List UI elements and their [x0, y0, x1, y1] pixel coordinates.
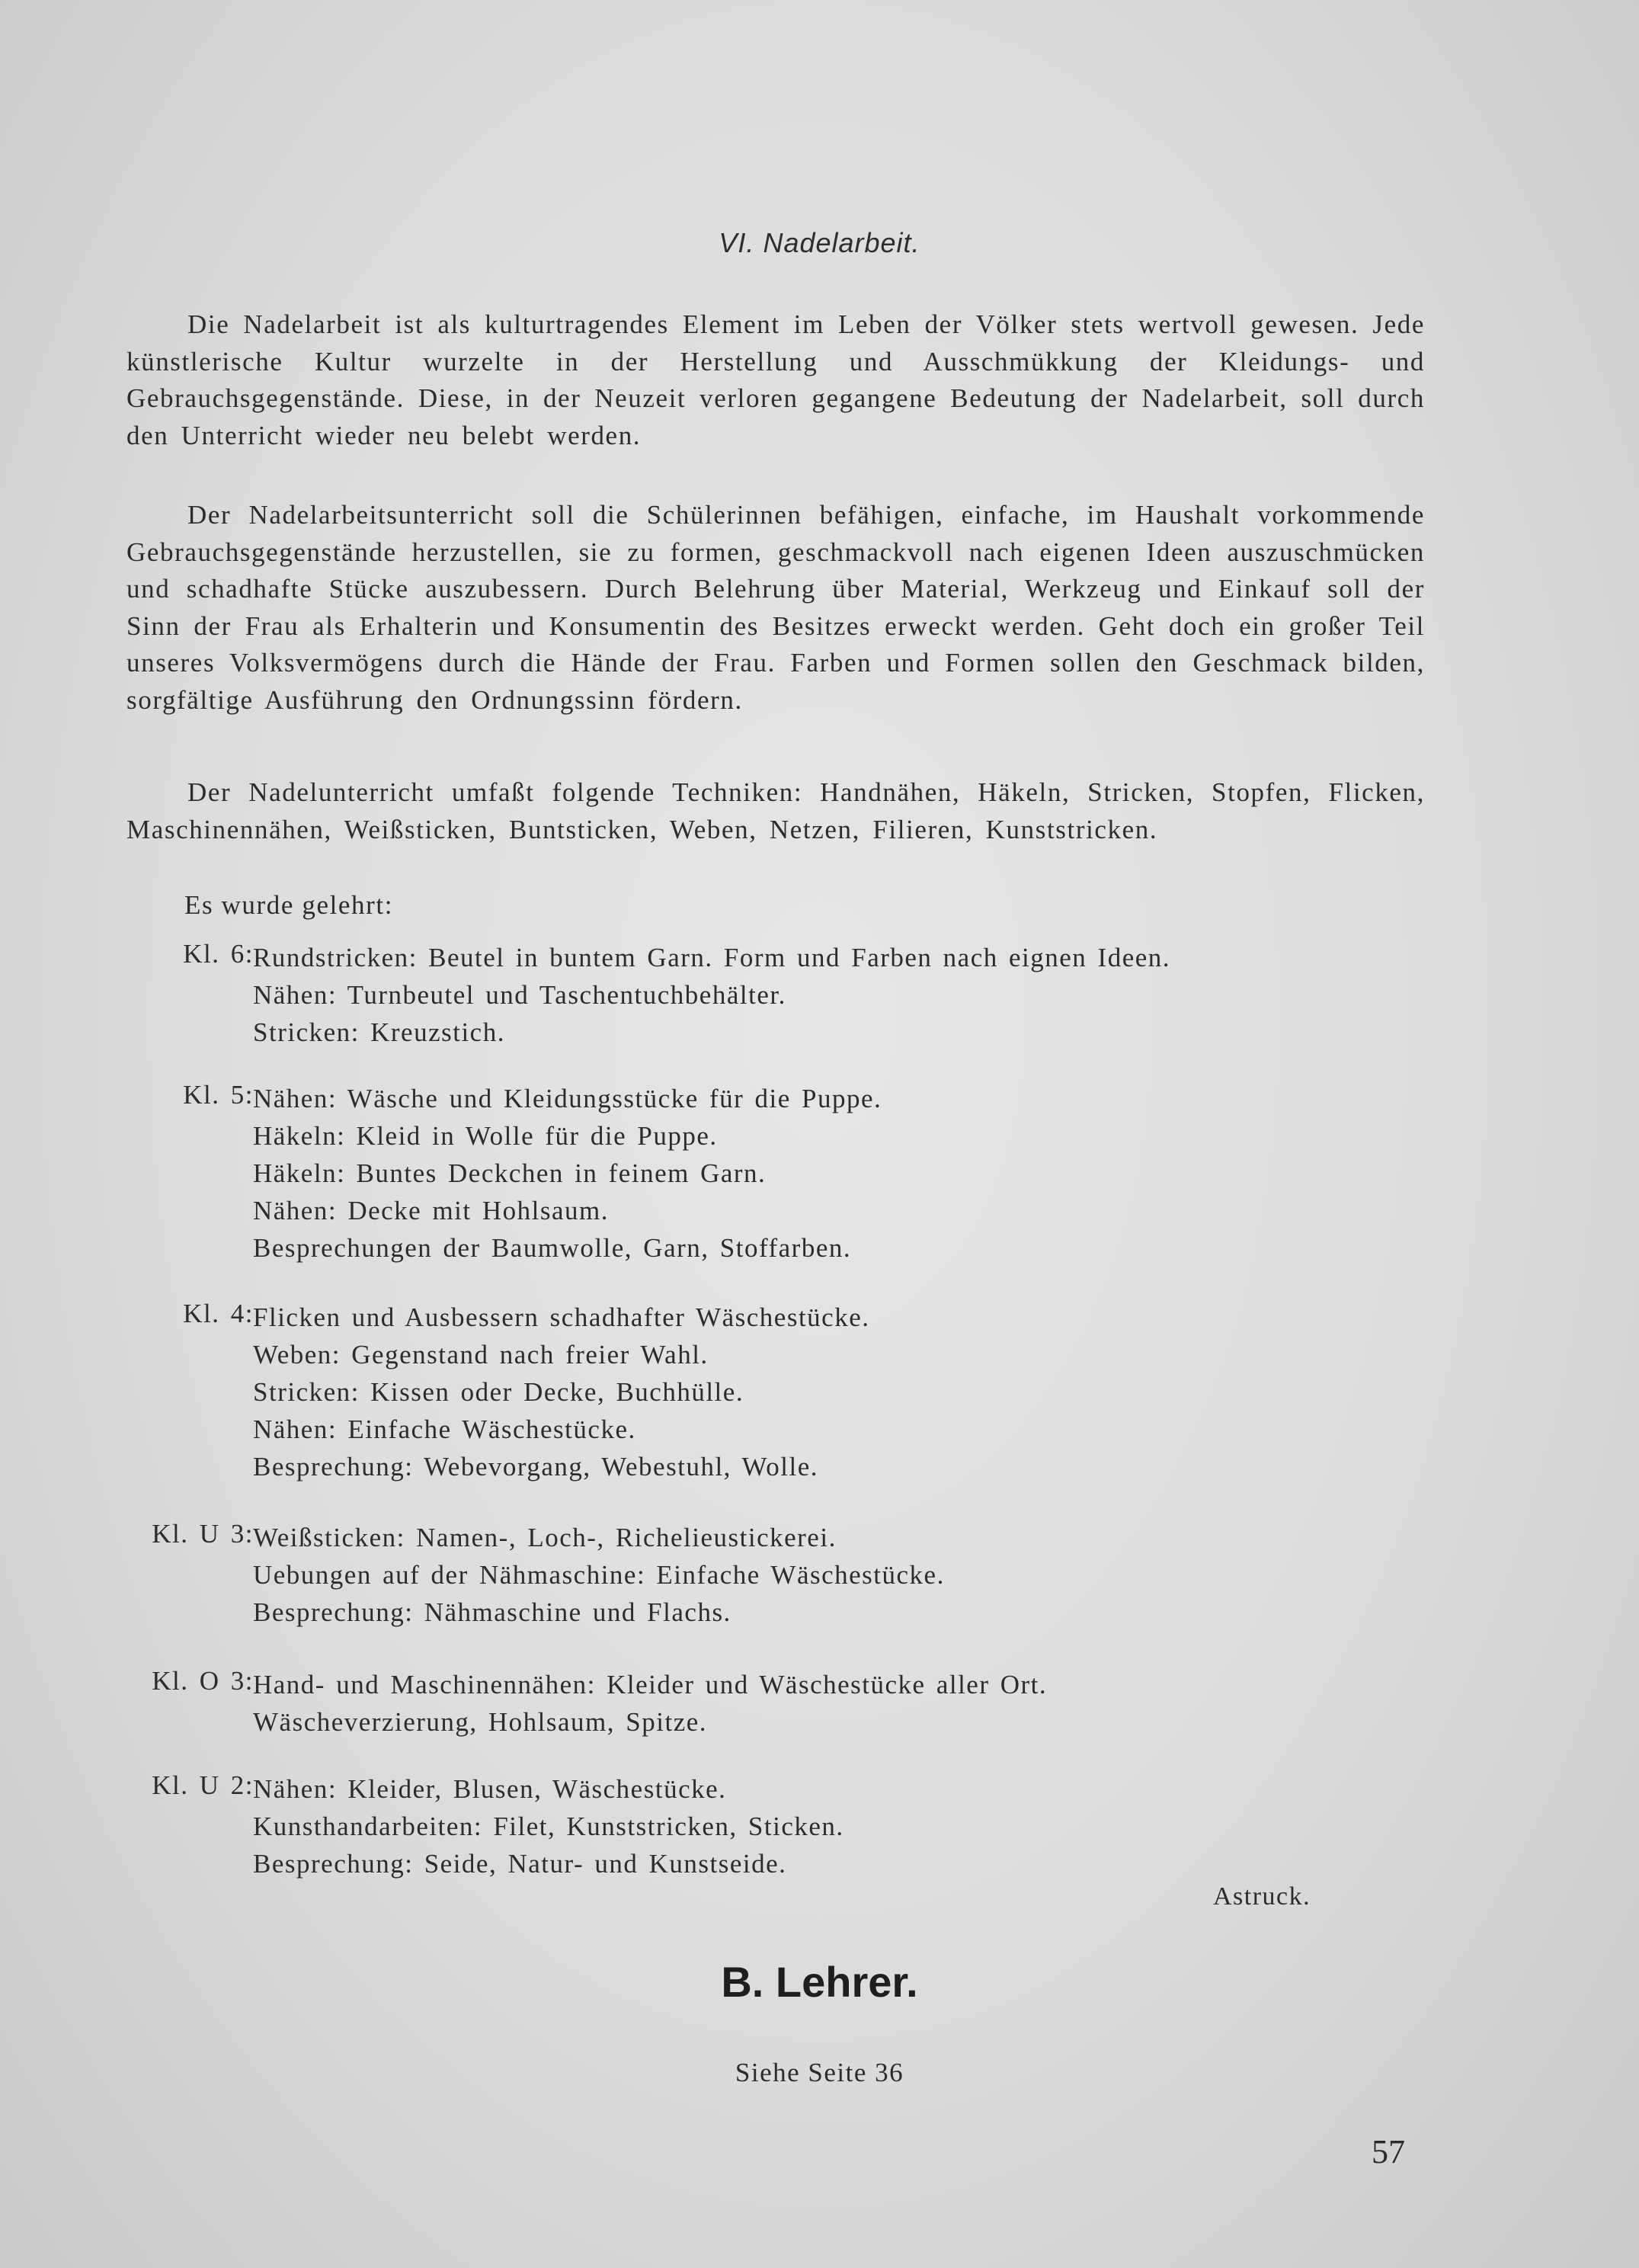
- class-item: Weben: Gegenstand nach freier Wahl.: [253, 1340, 709, 1369]
- class-item: Rundstricken: Beutel in buntem Garn. Form und Farben nach eignen Ideen.: [253, 943, 1171, 972]
- class-item: Stricken: Kissen oder Decke, Buchhülle.: [253, 1377, 744, 1407]
- class-item: Stricken: Kreuzstich.: [253, 1017, 505, 1047]
- class-label: Kl. 6:: [183, 939, 254, 969]
- class-label: Kl. 5:: [183, 1080, 254, 1110]
- author-signature: Astruck.: [1213, 1882, 1311, 1911]
- class-item: Kunsthandarbeiten: Filet, Kunststricken, Sticken.: [253, 1812, 844, 1841]
- page-reference: Siehe Seite 36: [735, 2058, 904, 2087]
- class-items: [253, 1519, 945, 1631]
- class-item: Nähen: Kleider, Blusen, Wäschestücke.: [253, 1774, 727, 1804]
- class-item: Besprechung: Seide, Natur- und Kunstseide.: [253, 1849, 787, 1879]
- class-items: [253, 1299, 870, 1485]
- class-item: Besprechung: Nähmaschine und Flachs.: [253, 1597, 731, 1627]
- section-heading-teachers: B. Lehrer.: [721, 1958, 918, 2006]
- class-item: Uebungen auf der Nähmaschine: Einfache Wäschestücke.: [253, 1560, 945, 1590]
- class-item: Nähen: Decke mit Hohlsaum.: [253, 1196, 610, 1225]
- paragraph-text: Der Nadelunterricht umfaßt folgende Techniken: Handnähen, Häkeln, Stricken, Stopfen, Flicken, Maschinennähen, Weißsticken, Buntsticken, Weben, Netzen, Filieren, Kunststricken.: [126, 777, 1425, 844]
- class-item: Wäscheverzierung, Hohlsaum, Spitze.: [253, 1707, 708, 1737]
- class-item: Häkeln: Kleid in Wolle für die Puppe.: [253, 1121, 718, 1151]
- class-item: Hand- und Maschinennähen: Kleider und Wäschestücke aller Ort.: [253, 1670, 1048, 1699]
- class-item: Besprechungen der Baumwolle, Garn, Stoffarben.: [253, 1233, 852, 1263]
- class-items: [253, 939, 1170, 1051]
- class-item: Nähen: Turnbeutel und Taschentuchbehälter.: [253, 980, 786, 1010]
- class-items: [253, 1666, 1047, 1741]
- class-label: Kl. O 3:: [152, 1666, 254, 1696]
- paragraph-techniques: [126, 774, 1425, 848]
- paragraph-text: Der Nadelarbeitsunterricht soll die Schülerinnen befähigen, einfache, im Haushalt vorkommende Gebrauchsgegenstände herzustellen, sie zu formen, geschmackvoll nach eigenen Ideen auszuschmücken und schadhafte Stücke auszubessern. Durch Belehrung über Material, Werkzeug und Einkauf soll der Sinn der Frau als Erhalterin und Konsumentin des Besitzes erweckt werden. Geht doch ein großer Teil unseres Volksvermögens durch die Hände der Frau. Farben und Formen sollen den Geschmack bilden, sorgfältige Ausführung den Ordnungssinn fördern.: [126, 500, 1425, 715]
- page-number: 57: [1372, 2133, 1405, 2170]
- paragraph-purpose: [126, 497, 1425, 719]
- class-label: Kl. 4:: [183, 1299, 254, 1328]
- class-item: Nähen: Einfache Wäschestücke.: [253, 1414, 636, 1444]
- class-item: Flicken und Ausbessern schadhafter Wäschestücke.: [253, 1302, 870, 1332]
- class-label: Kl. U 2:: [152, 1770, 254, 1800]
- curriculum-intro: Es wurde gelehrt:: [184, 890, 394, 920]
- paragraph-intro: [126, 306, 1425, 454]
- class-items: [253, 1080, 882, 1267]
- paragraph-text: Die Nadelarbeit ist als kulturtragendes Element im Leben der Völker stets wertvoll gewesen. Jede künstlerische Kultur wurzelte in der Herstellung und Ausschmükkung der Kleidungs- und Gebrauchsgegenstände. Diese, in der Neuzeit verloren gegangene Bedeutung der Nadelarbeit, soll durch den Unterricht wieder neu belebt werden.: [126, 309, 1425, 450]
- class-items: [253, 1770, 844, 1882]
- section-title: VI. Nadelarbeit.: [719, 227, 920, 258]
- class-item: Weißsticken: Namen-, Loch-, Richelieustickerei.: [253, 1523, 837, 1552]
- class-item: Häkeln: Buntes Deckchen in feinem Garn.: [253, 1158, 767, 1188]
- class-item: Nähen: Wäsche und Kleidungsstücke für die Puppe.: [253, 1084, 882, 1113]
- class-item: Besprechung: Webevorgang, Webestuhl, Wolle.: [253, 1452, 818, 1482]
- class-label: Kl. U 3:: [152, 1519, 254, 1549]
